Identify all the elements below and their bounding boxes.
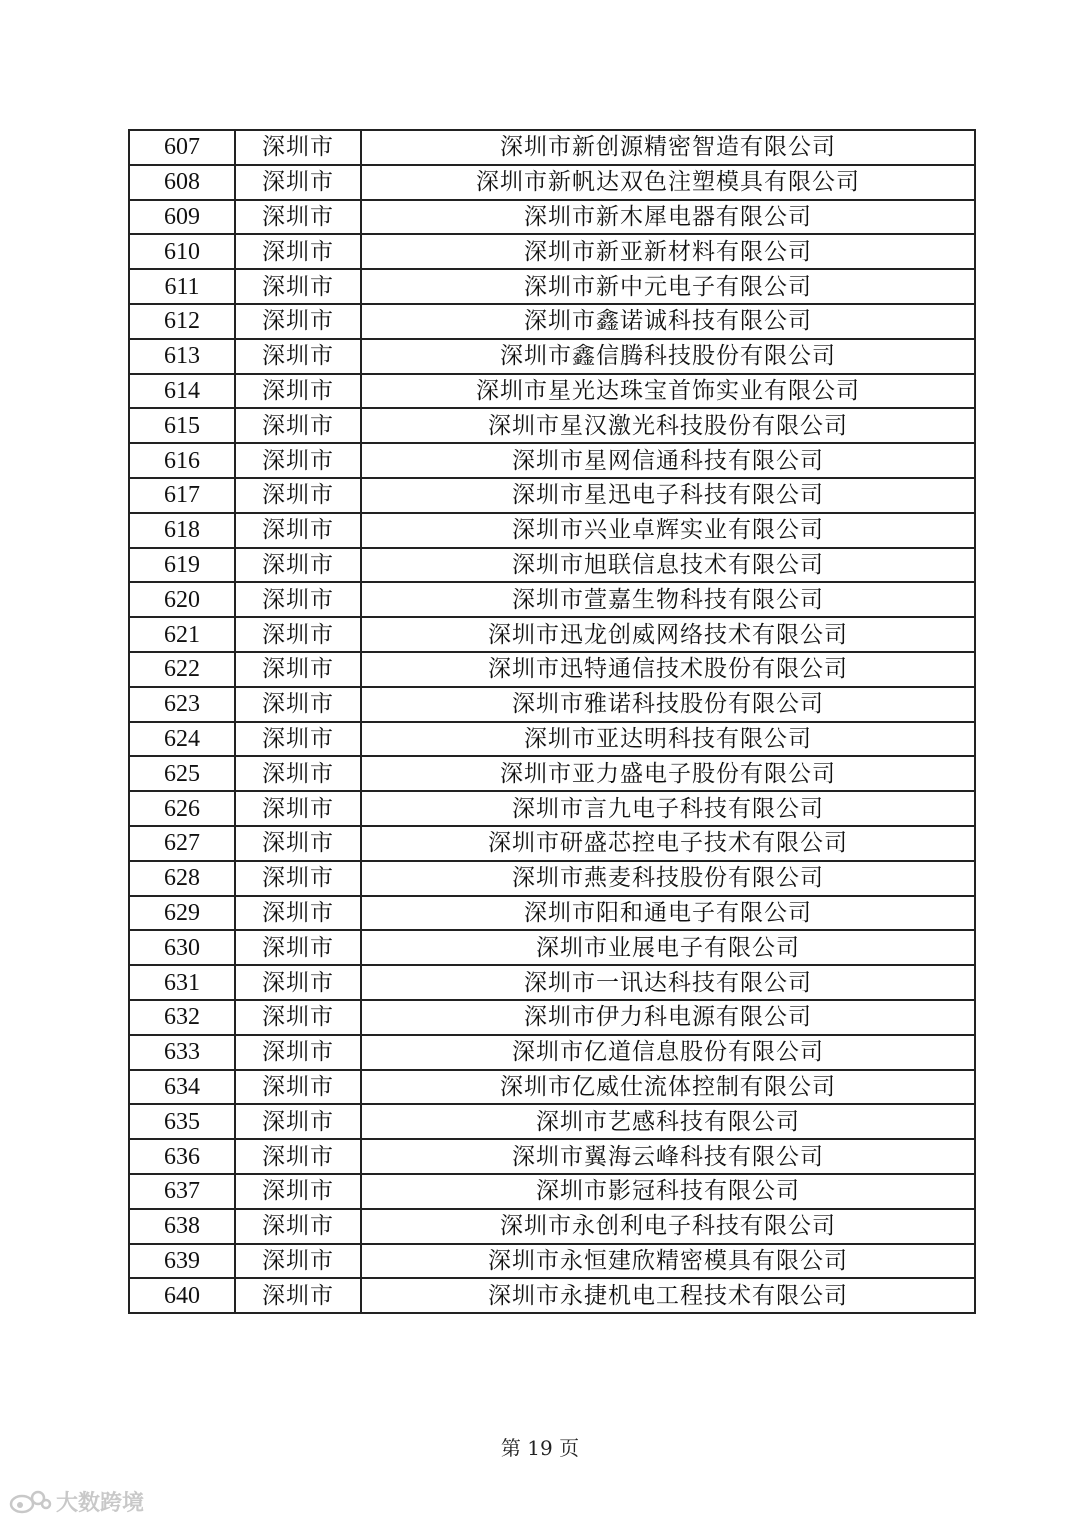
company-name-cell: 深圳市永捷机电工程技术有限公司 — [361, 1278, 975, 1313]
table-row — [129, 722, 975, 757]
watermark-text: 大数跨境 — [56, 1491, 145, 1516]
company-name-cell: 深圳市研盛芯控电子技术有限公司 — [361, 826, 975, 861]
weibo-logo-icon — [8, 1488, 52, 1516]
company-name-cell: 深圳市亚力盛电子股份有限公司 — [361, 756, 975, 791]
city-cell: 深圳市 — [235, 269, 361, 304]
city-cell: 深圳市 — [235, 756, 361, 791]
row-number-cell: 612 — [129, 304, 235, 339]
table-row — [129, 1278, 975, 1313]
city-cell: 深圳市 — [235, 374, 361, 409]
city-cell: 深圳市 — [235, 826, 361, 861]
table-row — [129, 826, 975, 861]
table-row — [129, 965, 975, 1000]
row-number-cell: 615 — [129, 408, 235, 443]
table-row — [129, 548, 975, 583]
row-number-cell: 631 — [129, 965, 235, 1000]
row-number-cell: 640 — [129, 1278, 235, 1313]
row-number-cell: 628 — [129, 861, 235, 896]
row-number-cell: 613 — [129, 339, 235, 374]
table-row — [129, 930, 975, 965]
city-cell: 深圳市 — [235, 791, 361, 826]
city-cell: 深圳市 — [235, 1174, 361, 1209]
company-name-cell: 深圳市燕麦科技股份有限公司 — [361, 861, 975, 896]
row-number-cell: 611 — [129, 269, 235, 304]
company-name-cell: 深圳市影冠科技有限公司 — [361, 1174, 975, 1209]
company-name-cell: 深圳市新木犀电器有限公司 — [361, 200, 975, 235]
table-row — [129, 408, 975, 443]
city-cell: 深圳市 — [235, 722, 361, 757]
city-cell: 深圳市 — [235, 165, 361, 200]
city-cell: 深圳市 — [235, 582, 361, 617]
company-name-cell: 深圳市鑫信腾科技股份有限公司 — [361, 339, 975, 374]
table-row — [129, 617, 975, 652]
company-name-cell: 深圳市阳和通电子有限公司 — [361, 896, 975, 931]
company-name-cell: 深圳市亿威仕流体控制有限公司 — [361, 1070, 975, 1105]
company-name-cell: 深圳市一讯达科技有限公司 — [361, 965, 975, 1000]
table-row — [129, 269, 975, 304]
city-cell: 深圳市 — [235, 1244, 361, 1279]
table-row — [129, 234, 975, 269]
row-number-cell: 609 — [129, 200, 235, 235]
table-row — [129, 1174, 975, 1209]
company-name-cell: 深圳市旭联信息技术有限公司 — [361, 548, 975, 583]
row-number-cell: 629 — [129, 896, 235, 931]
company-name-cell: 深圳市星迅电子科技有限公司 — [361, 478, 975, 513]
table-row — [129, 1244, 975, 1279]
row-number-cell: 630 — [129, 930, 235, 965]
row-number-cell: 634 — [129, 1070, 235, 1105]
table-row — [129, 304, 975, 339]
row-number-cell: 620 — [129, 582, 235, 617]
company-name-cell: 深圳市言九电子科技有限公司 — [361, 791, 975, 826]
row-number-cell: 619 — [129, 548, 235, 583]
row-number-cell: 622 — [129, 652, 235, 687]
city-cell: 深圳市 — [235, 617, 361, 652]
row-number-cell: 626 — [129, 791, 235, 826]
row-number-cell: 633 — [129, 1035, 235, 1070]
table-row — [129, 1000, 975, 1035]
table-row — [129, 478, 975, 513]
row-number-cell: 636 — [129, 1139, 235, 1174]
row-number-cell: 635 — [129, 1104, 235, 1139]
company-name-cell: 深圳市新中元电子有限公司 — [361, 269, 975, 304]
company-name-cell: 深圳市业展电子有限公司 — [361, 930, 975, 965]
row-number-cell: 607 — [129, 130, 235, 165]
watermark — [8, 1486, 144, 1517]
company-list-body — [129, 130, 975, 1313]
company-name-cell: 深圳市星光达珠宝首饰实业有限公司 — [361, 374, 975, 409]
city-cell: 深圳市 — [235, 965, 361, 1000]
table-row — [129, 687, 975, 722]
company-name-cell: 深圳市艺感科技有限公司 — [361, 1104, 975, 1139]
company-name-cell: 深圳市伊力科电源有限公司 — [361, 1000, 975, 1035]
company-name-cell: 深圳市亚达明科技有限公司 — [361, 722, 975, 757]
table-row — [129, 1035, 975, 1070]
city-cell: 深圳市 — [235, 443, 361, 478]
table-row — [129, 756, 975, 791]
row-number-cell: 625 — [129, 756, 235, 791]
city-cell: 深圳市 — [235, 1278, 361, 1313]
city-cell: 深圳市 — [235, 687, 361, 722]
city-cell: 深圳市 — [235, 200, 361, 235]
table-row — [129, 165, 975, 200]
company-name-cell: 深圳市萱嘉生物科技有限公司 — [361, 582, 975, 617]
row-number-cell: 637 — [129, 1174, 235, 1209]
city-cell: 深圳市 — [235, 234, 361, 269]
city-cell: 深圳市 — [235, 478, 361, 513]
company-name-cell: 深圳市迅特通信技术股份有限公司 — [361, 652, 975, 687]
city-cell: 深圳市 — [235, 548, 361, 583]
page-number: 第 19 页 — [500, 1436, 580, 1460]
row-number-cell: 617 — [129, 478, 235, 513]
row-number-cell: 624 — [129, 722, 235, 757]
row-number-cell: 632 — [129, 1000, 235, 1035]
city-cell: 深圳市 — [235, 1035, 361, 1070]
city-cell: 深圳市 — [235, 1139, 361, 1174]
city-cell: 深圳市 — [235, 339, 361, 374]
city-cell: 深圳市 — [235, 1070, 361, 1105]
company-name-cell: 深圳市永恒建欣精密模具有限公司 — [361, 1244, 975, 1279]
row-number-cell: 621 — [129, 617, 235, 652]
row-number-cell: 614 — [129, 374, 235, 409]
table-row — [129, 374, 975, 409]
city-cell: 深圳市 — [235, 1000, 361, 1035]
city-cell: 深圳市 — [235, 652, 361, 687]
company-name-cell: 深圳市新亚新材料有限公司 — [361, 234, 975, 269]
row-number-cell: 618 — [129, 513, 235, 548]
company-name-cell: 深圳市雅诺科技股份有限公司 — [361, 687, 975, 722]
row-number-cell: 627 — [129, 826, 235, 861]
company-name-cell: 深圳市星网信通科技有限公司 — [361, 443, 975, 478]
company-name-cell: 深圳市兴业卓辉实业有限公司 — [361, 513, 975, 548]
table-row — [129, 1070, 975, 1105]
city-cell: 深圳市 — [235, 304, 361, 339]
city-cell: 深圳市 — [235, 861, 361, 896]
company-list-table — [128, 129, 976, 1314]
table-row — [129, 861, 975, 896]
table-row — [129, 130, 975, 165]
row-number-cell: 616 — [129, 443, 235, 478]
company-name-cell: 深圳市新帆达双色注塑模具有限公司 — [361, 165, 975, 200]
table-row — [129, 200, 975, 235]
company-name-cell: 深圳市亿道信息股份有限公司 — [361, 1035, 975, 1070]
table-row — [129, 791, 975, 826]
table-row — [129, 582, 975, 617]
company-name-cell: 深圳市永创利电子科技有限公司 — [361, 1209, 975, 1244]
city-cell: 深圳市 — [235, 1209, 361, 1244]
table-row — [129, 443, 975, 478]
company-name-cell: 深圳市新创源精密智造有限公司 — [361, 130, 975, 165]
city-cell: 深圳市 — [235, 930, 361, 965]
city-cell: 深圳市 — [235, 130, 361, 165]
row-number-cell: 610 — [129, 234, 235, 269]
company-name-cell: 深圳市翼海云峰科技有限公司 — [361, 1139, 975, 1174]
city-cell: 深圳市 — [235, 1104, 361, 1139]
table-row — [129, 896, 975, 931]
company-name-cell: 深圳市鑫诺诚科技有限公司 — [361, 304, 975, 339]
row-number-cell: 638 — [129, 1209, 235, 1244]
city-cell: 深圳市 — [235, 896, 361, 931]
table-row — [129, 1104, 975, 1139]
table-row — [129, 1139, 975, 1174]
table-row — [129, 652, 975, 687]
table-row — [129, 1209, 975, 1244]
company-name-cell: 深圳市星汉激光科技股份有限公司 — [361, 408, 975, 443]
city-cell: 深圳市 — [235, 513, 361, 548]
row-number-cell: 623 — [129, 687, 235, 722]
table-row — [129, 513, 975, 548]
company-name-cell: 深圳市迅龙创威网络技术有限公司 — [361, 617, 975, 652]
table-row — [129, 339, 975, 374]
city-cell: 深圳市 — [235, 408, 361, 443]
row-number-cell: 639 — [129, 1244, 235, 1279]
row-number-cell: 608 — [129, 165, 235, 200]
